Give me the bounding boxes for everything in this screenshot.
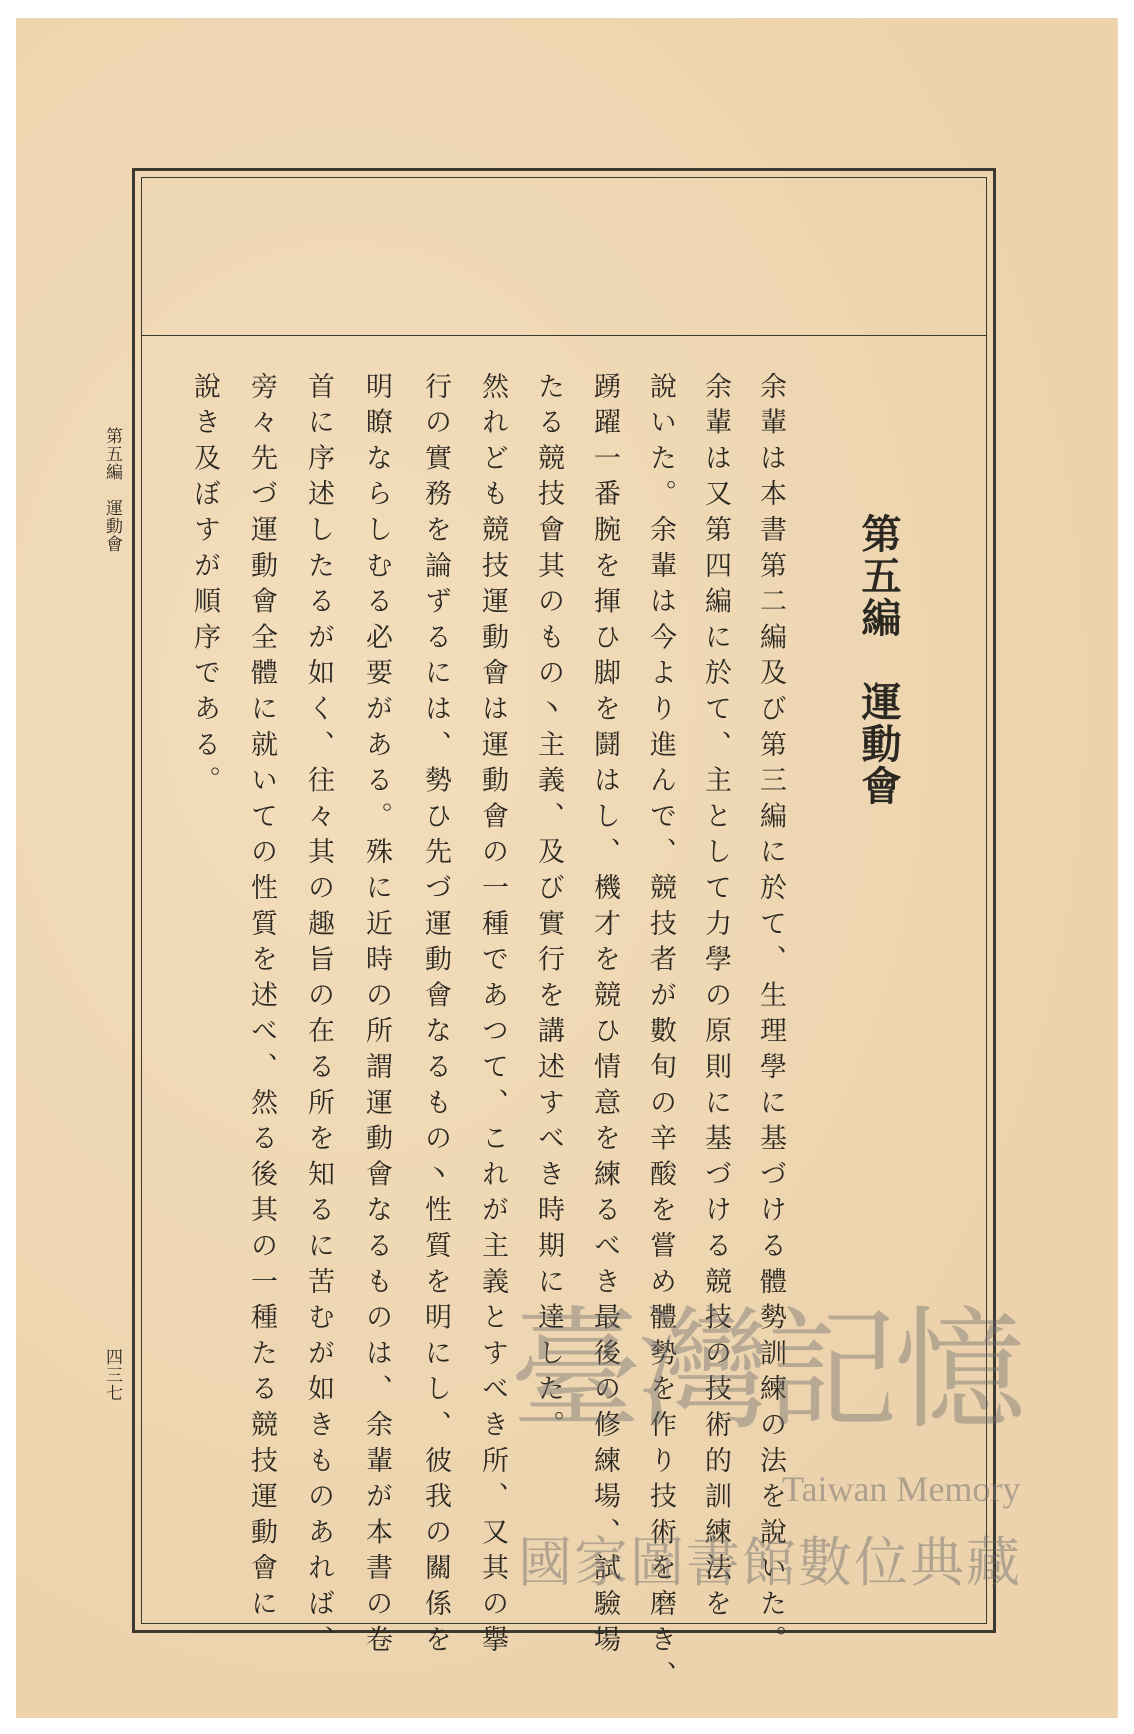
- text-column: 然れども競技運動會は運動會の一種であつて、これが主義とすべき所、又其の擧: [477, 372, 508, 1661]
- watermark-logo: 臺灣記憶: [510, 1294, 1022, 1448]
- page-number: 四三七: [102, 1348, 122, 1402]
- text-column: たる競技會其のもの丶主義、及び實行を講述すべき時期に達した。: [533, 372, 564, 1446]
- text-column: 余輩は又第四編に於て、主として力學の原則に基づける競技の技術的訓練法を: [700, 372, 731, 1625]
- chapter-heading: 第五編 運動會: [855, 513, 902, 807]
- text-column: 說いた。余輩は今より進んで、競技者が數旬の辛酸を嘗め體勢を作り技術を磨き、: [645, 372, 676, 1697]
- running-head: 第五編 運動會: [102, 427, 122, 553]
- text-column: 說き及ぼすが順序である。: [189, 372, 220, 802]
- text-column: 踴躍一番腕を揮ひ脚を鬪はし、機才を競ひ情意を練るべき最後の修練場、試驗場: [589, 372, 620, 1661]
- text-column: 明瞭ならしむる必要がある。殊に近時の所謂運動會なるものは、余輩が本書の卷: [361, 372, 392, 1661]
- text-column: 余輩は本書第二編及び第三編に於て、生理學に基づける體勢訓練の法を說いた。: [755, 372, 786, 1661]
- watermark-institution: 國家圖書館數位典藏: [518, 1531, 1022, 1594]
- text-column: 行の實務を論ずるには、勢ひ先づ運動會なるもの丶性質を明にし、彼我の關係を: [420, 372, 451, 1661]
- header-divider: [141, 335, 987, 336]
- text-column: 旁々先づ運動會全體に就いての性質を述べ、然る後其の一種たる競技運動會に: [246, 372, 277, 1625]
- text-column: 首に序述したるが如く、往々其の趣旨の在る所を知るに苦むが如きものあれば、: [303, 372, 334, 1661]
- watermark-english: Taiwan Memory: [782, 1469, 1021, 1509]
